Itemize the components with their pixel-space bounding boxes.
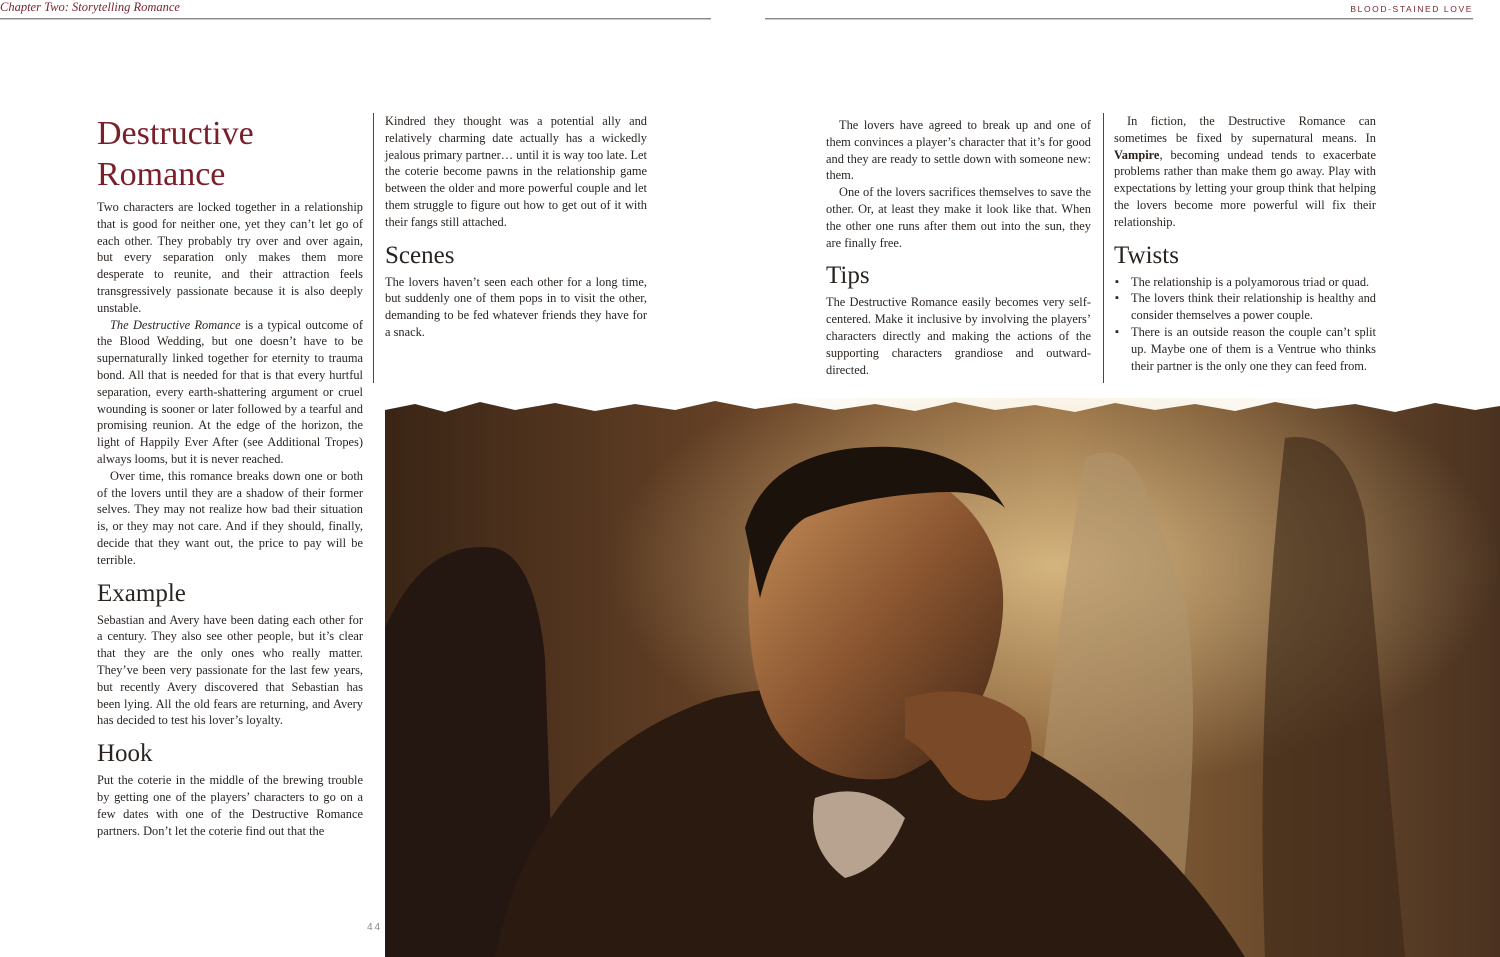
col2-continued-paragraph: Kindred they thought was a potential ally and relatively charming date actually has a wickedly jealous primary partner… until it is way too late. Let the coterie become pawns in the relationship game between the older and more powerful couple and let them struggle to figure out how to get out of it with their fangs still attached. <box>385 114 647 229</box>
example-heading: Example <box>97 579 186 607</box>
col3-paragraph-1: The lovers have agreed to break up and one of them convinces a player’s character that it’s for good and they are ready to settle down with someone new: them. <box>826 118 1091 183</box>
column-4 <box>1114 113 1376 374</box>
page-number: 44 <box>367 922 383 933</box>
scenes-paragraph: The lovers haven’t seen each other for a long time, but suddenly one of them pops in to visit the other, demanding to be fed whatever friends they have for a snack. <box>385 274 647 339</box>
vampire-bold: Vampire <box>1114 147 1160 162</box>
title-line-2: Romance <box>97 156 226 193</box>
book-header: BLOOD-STAINED LOVE <box>1350 4 1473 14</box>
hook-paragraph: Put the coterie in the middle of the brewing trouble by getting one of the players’ characters to go on a few dates with one of the Destructive Romance partners. Don’t let the coterie find out that the <box>97 773 363 838</box>
example-paragraph: Sebastian and Avery have been dating each other for a century. They also see other people, but it’s clear that they are the only ones who really matter. They’ve been very passionate for the last few years, but recently Avery discovered that Sebastian has been lying. All the old fears are returning, and Avery has decided to test his lover’s loyalty. <box>97 612 363 728</box>
twist-item: ▪ The lovers think their relationship is healthy and consider themselves a power couple. <box>1114 290 1376 324</box>
fiction-paragraph <box>1114 113 1376 231</box>
hook-heading: Hook <box>97 740 153 768</box>
tips-heading: Tips <box>826 262 870 290</box>
chapter-header: Chapter Two: Storytelling Romance <box>0 0 180 14</box>
column-2 <box>385 113 647 341</box>
scenes-heading: Scenes <box>385 241 455 269</box>
overtime-paragraph: Over time, this romance breaks down one or both of the lovers until they are a shadow of their former selves. They may not realize how bad their situation is, or they may not care. And if they should, finally, decide that they want out, the price to pay will be terrible. <box>97 468 363 567</box>
column-divider-4 <box>1103 113 1104 383</box>
twists-list <box>1114 274 1376 375</box>
intro-paragraph: Two characters are locked together in a relationship that is good for neither one, yet they can’t let go of each other. They probably try over and over again, but every separation only makes them more desperate to reunite, and their attraction feels transgressively passionate because it is also deeply unstable. <box>97 200 363 315</box>
fiction-text-a: In fiction, the Destructive Romance can sometimes be fixed by supernatural means. In <box>1114 114 1376 145</box>
twist-item: ▪ The relationship is a polyamorous triad or quad. <box>1114 274 1376 291</box>
vampire-portrait-illustration <box>385 398 1500 957</box>
outcome-paragraph <box>97 317 363 468</box>
page-title <box>97 113 363 195</box>
twist-item: ▪ There is an outside reason the couple can’t split up. Maybe one of them is a Ventrue who thinks their partner is the only one they can feed from. <box>1114 324 1376 374</box>
fiction-text-b: , becoming undead tends to exacerbate problems rather than make them go away. Play with expectations by letting your group think that helping the lovers become more powerful will fix their relationship. <box>1114 147 1376 229</box>
header-rule-right <box>765 18 1473 20</box>
column-3 <box>826 117 1091 378</box>
column-1 <box>97 113 363 839</box>
twists-heading: Twists <box>1114 241 1179 269</box>
header-rule-left <box>0 18 711 20</box>
column-divider-2 <box>373 113 374 383</box>
title-line-1: Destructive <box>97 115 254 152</box>
col3-paragraph-2: One of the lovers sacrifices themselves to save the other. Or, at least they make it look like that. When the other one runs after them out into the sun, they are finally free. <box>826 185 1091 250</box>
outcome-text: is a typical outcome of the Blood Wedding, but one doesn’t have to be supernaturally linked together for eternity to trauma bond. All that is needed for that is that every hurtful separation, every earth-shattering argument or cruel wounding is sooner or later followed by a tearful and promising reunion. At the edge of the horizon, the light of Happily Ever After (see Additional Tropes) always looms, but it is never reached. <box>97 317 363 466</box>
tips-paragraph: The Destructive Romance easily becomes very self-centered. Make it inclusive by involving the players’ characters directly and making the actions of the supporting characters grandiose and outward-directed. <box>826 295 1091 377</box>
outcome-italic: The Destructive Romance <box>110 317 241 332</box>
